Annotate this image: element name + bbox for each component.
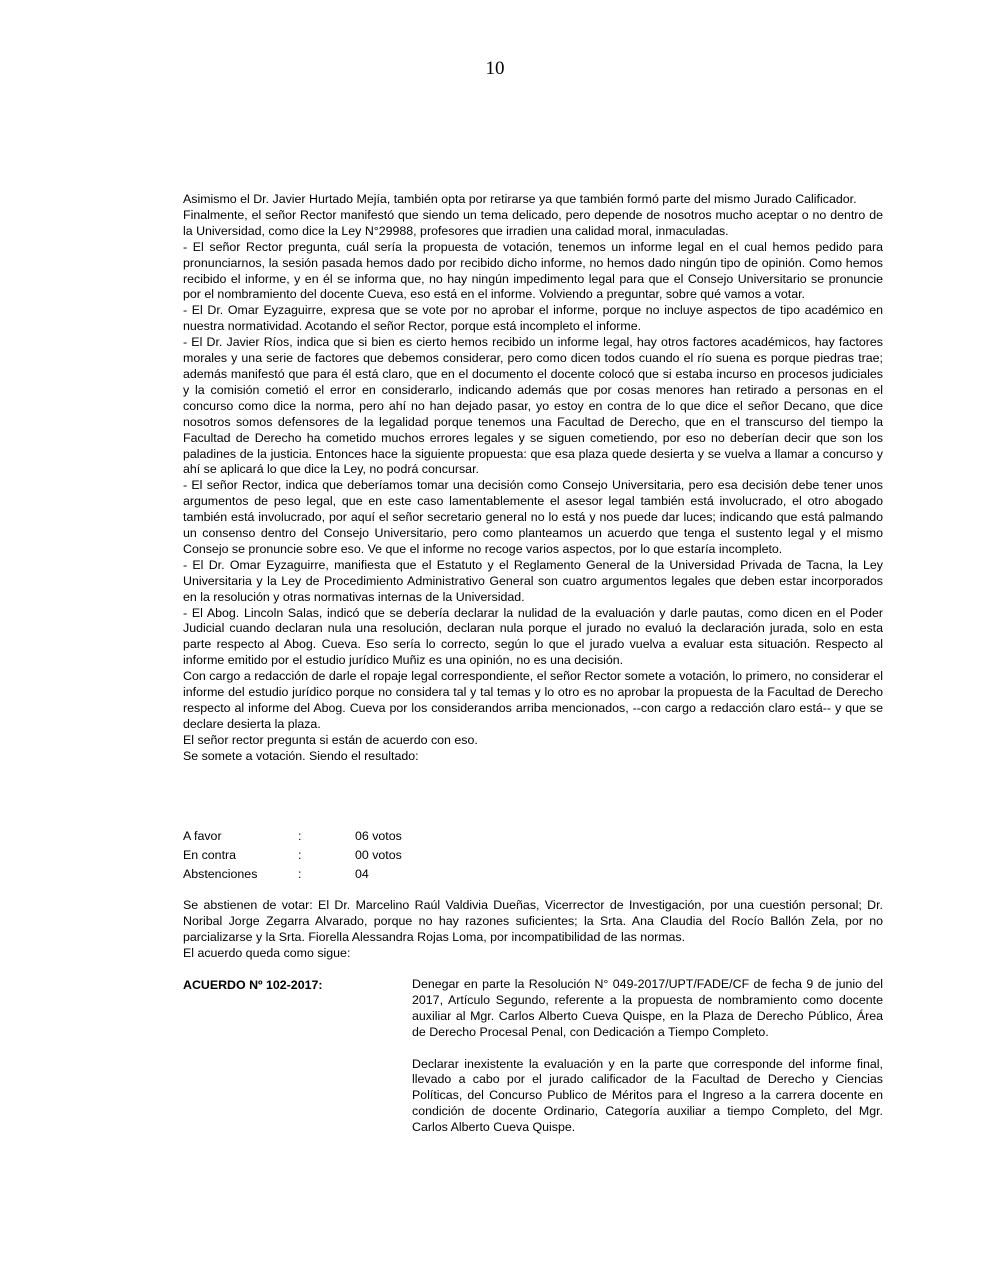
page-number: 10 — [485, 58, 505, 79]
vote-row-against — [183, 848, 475, 867]
paragraph: Asimismo el Dr. Javier Hurtado Mejía, también opta por retirarse ya que también formó parte del mismo Jurado Calificador. — [183, 192, 857, 206]
vote-row-in-favor — [183, 829, 475, 848]
paragraph: Finalmente, el señor Rector manifestó que siendo un tema delicado, pero depende de nosotros mucho aceptar o no dentro de la Universidad, como dice la Ley N°29988, profesores que irradien una calidad moral, inmaculadas. — [183, 207, 883, 238]
vote-value: 06 votos — [355, 829, 402, 843]
vote-results-table — [183, 829, 475, 886]
minutes-body — [183, 192, 883, 765]
vote-value: 00 votos — [355, 848, 402, 862]
vote-value: 04 — [355, 867, 369, 881]
agreement-body — [412, 977, 883, 1152]
paragraph: - El Dr. Omar Eyzaguirre, manifiesta que el Estatuto y el Reglamento General de la Universidad Privada de Tacna, la Ley Universitaria y la Ley de Procedimiento Administrativo General son cuatro argumentos legales que deben estar incorporados en la resolución y otras normativas internas de la Universidad. — [183, 557, 883, 604]
vote-label: Abstenciones — [183, 867, 258, 881]
vote-separator: : — [298, 867, 302, 881]
vote-label: A favor — [183, 829, 222, 843]
vote-separator: : — [298, 848, 302, 862]
paragraph: - El señor Rector pregunta, cuál sería la propuesta de votación, tenemos un informe legal en el cual hemos pedido para pronunciarnos, la sesión pasada hemos dado por recibido dicho informe, no hemos dado ningún tipo de opinión. Como hemos recibido el informe, y en él se informa que, no hay ningún impedimento legal para que el Consejo Universitario se pronuncie por el nombramiento del docente Cueva, eso está en el informe. Volviendo a preguntar, sobre qué vamos a votar. — [183, 239, 883, 302]
paragraph: - El Dr. Omar Eyzaguirre, expresa que se vote por no aprobar el informe, porque no incluye aspectos de tipo académico en nuestra normatividad. Acotando el señor Rector, porque está incompleto el informe. — [183, 303, 883, 334]
abstentions-section — [183, 898, 883, 962]
agreement-label: ACUERDO Nº 102-2017: — [183, 978, 323, 992]
paragraph: El señor rector pregunta si están de acuerdo con eso. — [183, 732, 478, 747]
paragraph: El acuerdo queda como sigue: — [183, 945, 351, 960]
agreement-paragraph: Declarar inexistente la evaluación y en la parte que corresponde del informe final, llevado a cabo por el jurado calificador de la Facultad de Derecho y Ciencias Políticas, del Concurso Publico de Méritos para el Ingreso a la carrera docente en condición de docente Ordinario, Categoría auxiliar a tiempo Completo, del Mgr. Carlos Alberto Cueva Quispe. — [412, 1056, 883, 1135]
agreement-paragraph: Denegar en parte la Resolución N° 049-2017/UPT/FADE/CF de fecha 9 de junio del 2017, Artículo Segundo, referente a la propuesta de nombramiento como docente auxiliar al Mgr. Carlos Alberto Cueva Quispe, en la Plaza de Derecho Público, Área de Derecho Procesal Penal, con Dedicación a Tiempo Completo. — [412, 977, 883, 1039]
paragraph: - El Abog. Lincoln Salas, indicó que se debería declarar la nulidad de la evaluación y darle pautas, como dicen en el Poder Judicial cuando declaran nula una resolución, declaran nula porque el jurado no evaluó la declaración jurada, solo en esta parte respecto al Abog. Cueva. Eso sería lo correcto, según lo que el jurado vuelva a evaluar esta situación. Respecto al informe emitido por el estudio jurídico Muñiz es una opinión, no es una decisión. — [183, 605, 883, 668]
paragraph: Se abstienen de votar: El Dr. Marcelino Raúl Valdivia Dueñas, Vicerrector de Investigación, por una cuestión personal; Dr. Noribal Jorge Zegarra Alvarado, porque no hay razones suficientes; la Srta. Ana Claudia del Rocío Ballón Zela, por no parcializarse y la Srta. Fiorella Alessandra Rojas Loma, por incompatibilidad de las normas. — [183, 898, 883, 944]
vote-label: En contra — [183, 848, 237, 862]
paragraph: - El Dr. Javier Ríos, indica que si bien es cierto hemos recibido un informe legal, hay otros factores académicos, hay factores morales y una serie de factores que debemos considerar, pero como dicen todos cuando el río suena es porque piedras trae; además manifestó que para él está claro, que en el documento el docente colocó que si estaba incurso en procesos judiciales y la comisión cometió el error en considerarlo, indicando además que por cosas menores han retirado a personas en el concurso como dice la norma, pero ahí no han dejado pasar, yo estoy en contra de lo que dice el señor Decano, que dice nosotros somos defensores de la legalidad porque tenemos una Facultad de Derecho, que en el transcurso del tiempo la Facultad de Derecho ha cometido muchos errores legales y se siguen cometiendo, por eso no deberían decir que son los paladines de la justicia. Entonces hace la siguiente propuesta: que esa plaza quede desierta y se vuelva a llamar a concurso y ahí se aplicará lo que dice la Ley, no podrá concursar. — [183, 335, 883, 477]
vote-row-abstentions — [183, 867, 475, 886]
vote-separator: : — [298, 829, 302, 843]
paragraph: Se somete a votación. Siendo el resultado: — [183, 748, 419, 763]
paragraph: - El señor Rector, indica que deberíamos tomar una decisión como Consejo Universitaria, pero esa decisión debe tener unos argumentos de peso legal, que en este caso lamentablemente el asesor legal también está involucrado, el otro abogado también está involucrado, por aquí el señor secretario general no lo está y nos puede dar luces; indicando que está palmando un consenso dentro del Consejo Universitario, pero como planteamos un acuerdo que tenga el sustento legal y el mismo Consejo se pronuncie sobre eso. Ve que el informe no recoge varios aspectos, por lo que estaría incompleto. — [183, 478, 883, 556]
paragraph: Con cargo a redacción de darle el ropaje legal correspondiente, el señor Rector somete a votación, lo primero, no considerar el informe del estudio jurídico porque no considera tal y tal temas y lo otro es no aprobar la propuesta de la Facultad de Derecho respecto al informe del Abog. Cueva por los considerandos arriba mencionados, --con cargo a redacción claro está-- y que se declare desierta la plaza. — [183, 669, 883, 731]
